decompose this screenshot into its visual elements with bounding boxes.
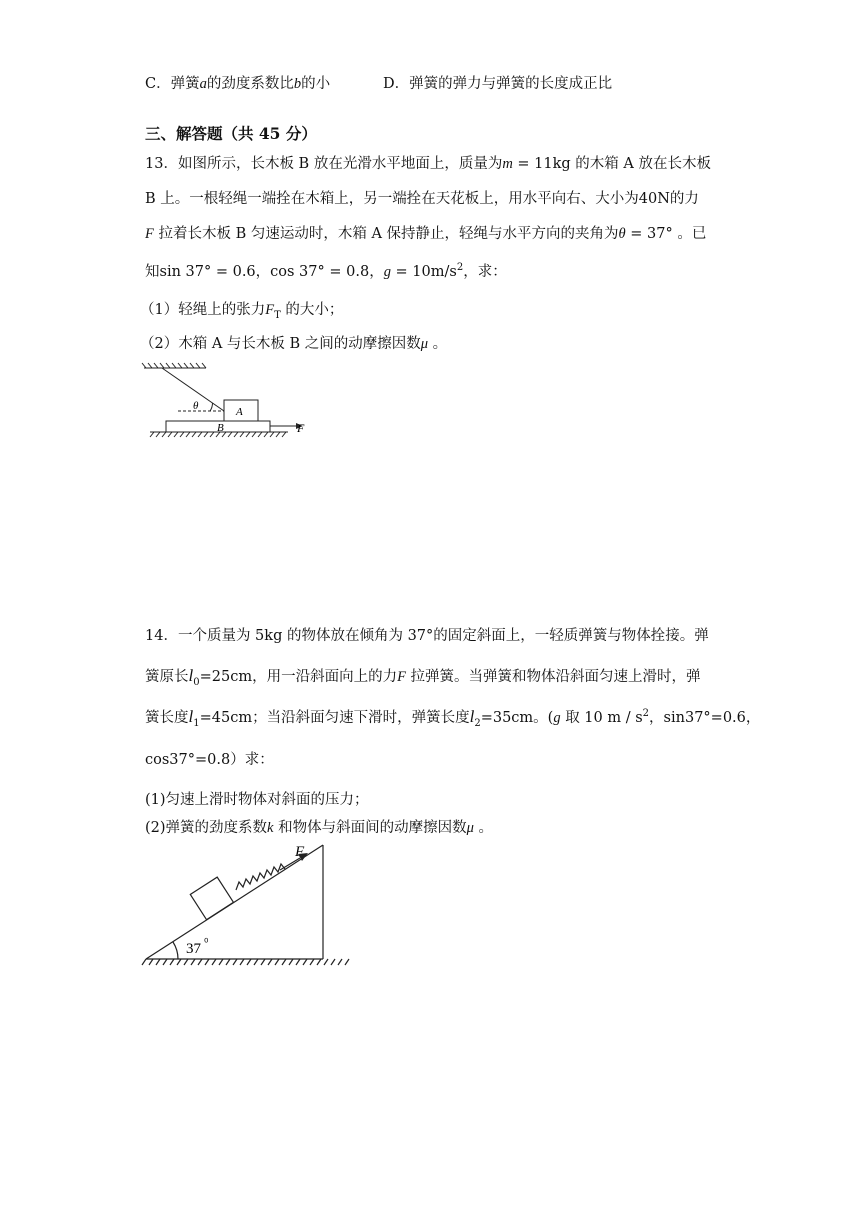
label-degree: ⁰ (204, 937, 209, 949)
q13-part-1: （1）轻绳上的张力$F_T$ 的大小； (140, 302, 344, 321)
option-c: C．弹簧a的劲度系数比b的小 (145, 76, 331, 92)
q14-line-1: 14．一个质量为 5kg 的物体放在倾角为 37°的固定斜面上，一轻质弹簧与物体拴接。弹 (145, 628, 709, 644)
q13-line-3: F 拉着长木板 B 匀速运动时，木箱 A 保持静止，轻绳与水平方向的夹角为θ = 37° 。已 (145, 226, 707, 242)
q13-figure (140, 362, 310, 442)
label-force: F (295, 844, 305, 860)
label-angle: 37 (186, 941, 201, 957)
label-f: F (297, 421, 305, 435)
label-b: B (217, 422, 224, 434)
q14-figure (140, 840, 360, 970)
q14-line-4: cos37°=0.8）求： (145, 752, 274, 768)
q14-part-1: (1)匀速上滑时物体对斜面的压力； (145, 792, 369, 808)
q13-line-4: 知sin 37° = 0.6，cos 37° = 0.8，$g = 10m/s^2$，求： (145, 262, 507, 280)
q13-line-1: 13．如图所示，长木板 B 放在光滑水平地面上，质量为m = 11kg 的木箱 A 放在长木板 (145, 156, 712, 172)
option-d: D．弹簧的弹力与弹簧的长度成正比 (383, 76, 613, 92)
q13-part-2: （2）木箱 A 与长木板 B 之间的动摩擦因数μ 。 (140, 336, 448, 352)
q14-line-3: 簧长度$l_1=45cm$；当沿斜面匀速下滑时，弹簧长度$l_2=35cm$。(g 取 10 m / $s^2$，sin37°=0.6， (145, 707, 761, 729)
q14-line-2: 簧原长$l_0=25cm$，用一沿斜面向上的力F 拉弹簧。当弹簧和物体沿斜面匀速上滑时，弹 (145, 666, 701, 688)
q14-part-2: (2)弹簧的劲度系数k 和物体与斜面间的动摩擦因数μ 。 (145, 820, 493, 836)
section-heading: 三、解答题（共 45 分） (145, 124, 317, 143)
label-theta: θ (193, 400, 199, 412)
label-a: A (236, 406, 243, 418)
q13-line-2: B 上。一根轻绳一端拴在木箱上，另一端拴在天花板上，用水平向右、大小为40N的力 (145, 191, 699, 207)
